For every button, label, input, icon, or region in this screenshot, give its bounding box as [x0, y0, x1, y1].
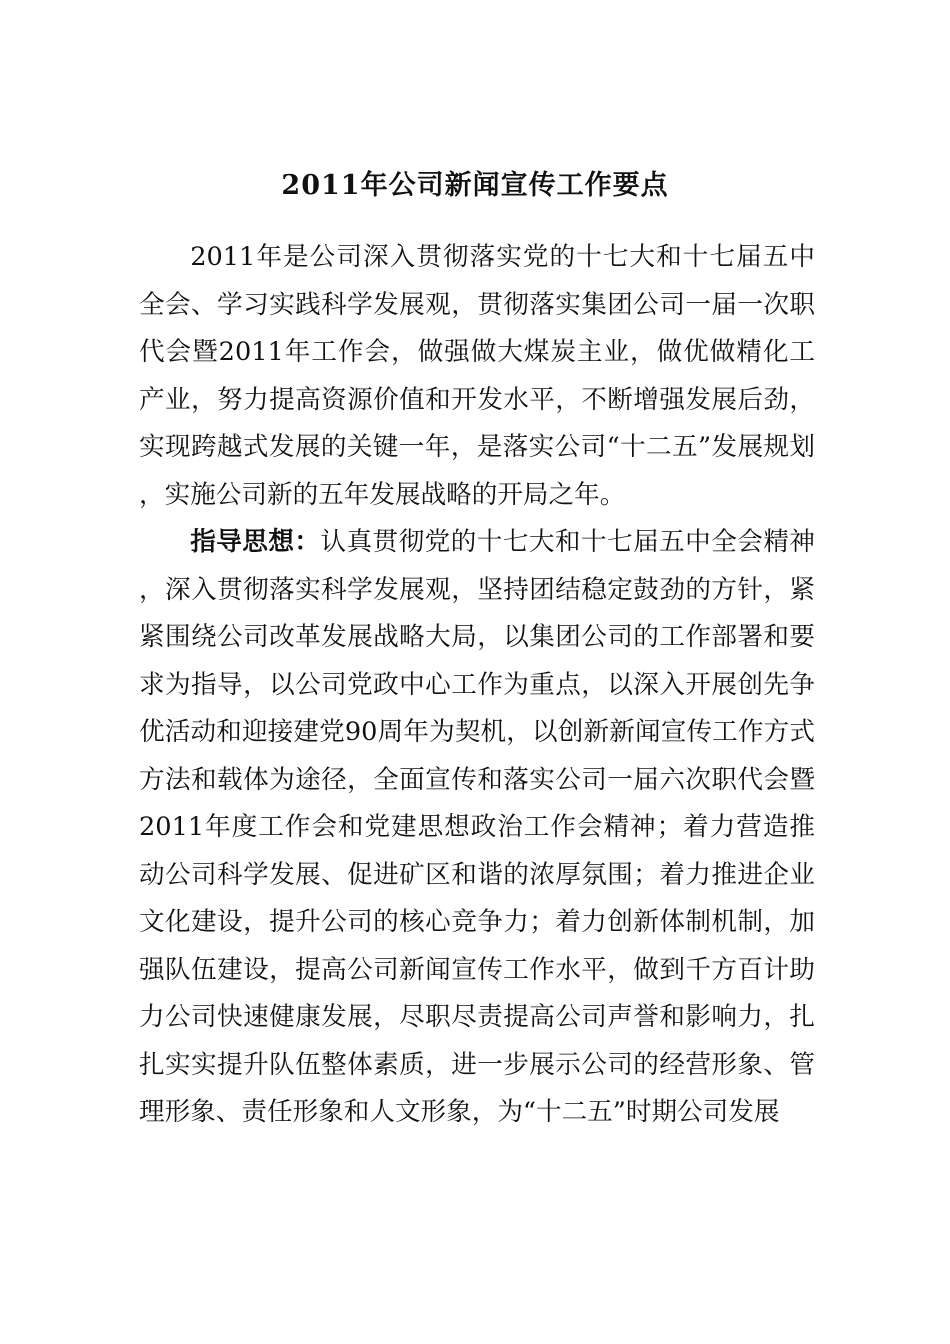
document-title: 2011年公司新闻宣传工作要点	[281, 170, 669, 201]
guiding-thought-heading: 指导思想：	[190, 527, 321, 557]
guiding-thought-text: 认真贯彻党的十七大和十七届五中全会精神，深入贯彻落实科学发展观，坚持团结稳定鼓劲的方针，紧紧围绕公司改革发展战略大局，以集团公司的工作部署和要求为指导，以公司党政中心工作为重点，以深入开展创先争优活动和迎接建党90周年为契机，以创新新闻宣传工作方式方法和载体为途径，全面宣传和落实公司一届六次职代会暨2011年度工作会和党建思想政治工作会精神；着力营造推动公司科学发展、促进矿区和谐的浓厚氛围；着力推进企业文化建设，提升公司的核心竞争力；着力创新体制机制，加强队伍建设，提高公司新闻宣传工作水平，做到千方百计助力公司快速健康发展，尽职尽责提高公司声誉和影响力，扎扎实实提升队伍整体素质，进一步展示公司的经营形象、管理形象、责任形象和人文形象，为“十二五”时期公司发展	[139, 527, 815, 1127]
document-body	[139, 234, 815, 1137]
paragraph-intro	[139, 234, 815, 519]
paragraph-intro-text: 2011年是公司深入贯彻落实党的十七大和十七届五中全会、学习实践科学发展观，贯彻落实集团公司一届一次职代会暨2011年工作会，做强做大煤炭主业，做优做精化工产业，努力提高资源价值和开发水平，不断增强发展后劲，实现跨越式发展的关键一年，是落实公司“十二五”发展规划，实施公司新的五年发展战略的开局之年。	[139, 242, 815, 510]
paragraph-guiding-thought	[139, 519, 815, 1137]
